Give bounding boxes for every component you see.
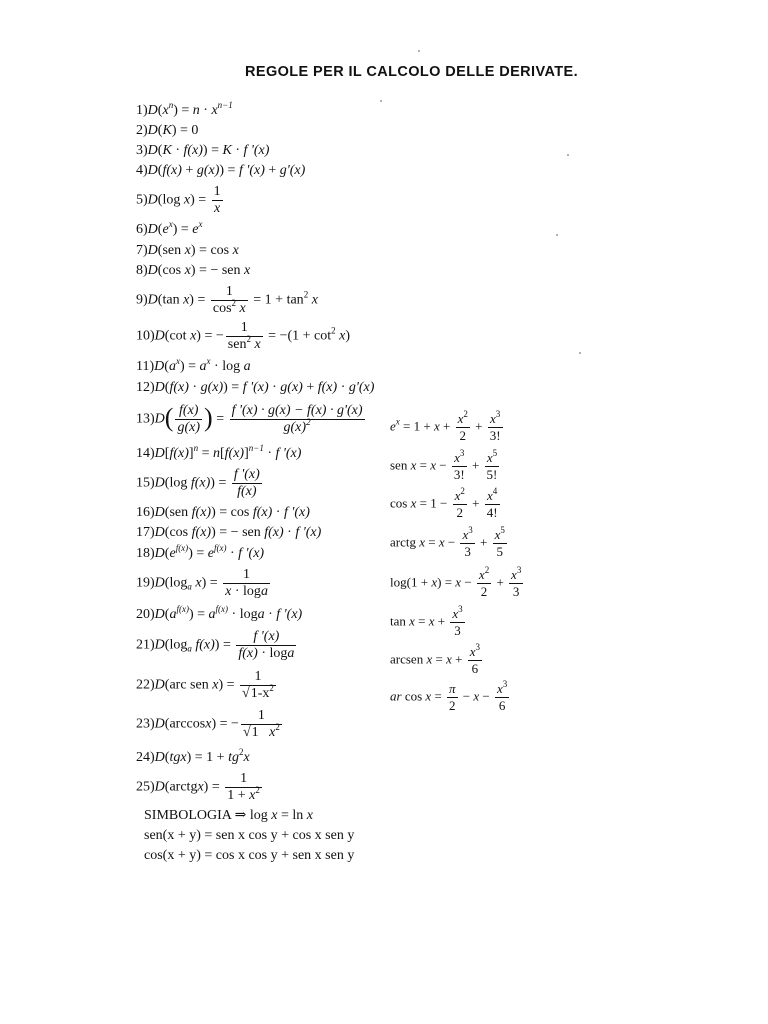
scan-speck	[567, 154, 569, 156]
rule-16: 16)D(sen f(x)) = cos f(x) · f '(x)	[136, 505, 310, 520]
rule-3: 3)D(K · f(x)) = K · f '(x)	[136, 143, 270, 158]
rule-20: $20)D(a^{f(x)}) = a^{f(x)} \cdot \log a \cdot f$ '(x)	[136, 604, 303, 622]
rule-24: $24)D(tgx) = 1 + tg^2x$	[136, 747, 250, 765]
rule-5: 5)D(log x) = $\frac{1}{x}$	[136, 184, 221, 216]
series-cos: cos x = 1 − $\frac{x^2}{2}$ + $\frac{x^4}{4!}$	[390, 486, 498, 520]
series-log: log(1 + x) = x − $\frac{x^2}{2}$ + $\frac{x^3}{3}$	[390, 565, 522, 599]
rule-14: $14)D[f(x)]^n = n[f(x)]^{n-1} \cdot f$ '(x)	[136, 443, 302, 461]
rule-7: 7)D(sen x) = cos x	[136, 243, 239, 258]
rule-18: $18)D(e^{f(x)}) = e^{f(x)} \cdot f$ '(x)	[136, 543, 265, 561]
page-title: REGOLE PER IL CALCOLO DELLE DERIVATE.	[245, 64, 579, 80]
rule-9: 9)D(tan x) = $\frac{1}{\cos^2 x}$ = $1 + \tan^2 x$	[136, 284, 318, 316]
rule-23: 23)D(arccosx) = − $\frac{1}{√1 x^2}$	[136, 708, 280, 740]
scan-speck	[418, 50, 420, 52]
rule-21: $21)D(\log_a$ f(x)) = $\frac{f '(x)}{f(x) \cdot \log a}$	[136, 629, 295, 661]
rule-2: 2)D(K) = 0	[136, 123, 199, 138]
rule-8: 8)D(cos x) = − sen x	[136, 263, 251, 278]
simbologia-line: SIMBOLOGIA ⇒ log x = ln x	[144, 808, 313, 823]
rule-4: 4)D(f(x) + g(x)) = f '(x) + g'(x)	[136, 163, 306, 178]
series-arctg: arctg x = x − $\frac{x^3}{3}$ + $\frac{x^5}{5}$	[390, 525, 505, 559]
rule-15: 15)D(log f(x)) = $\frac{f '(x)}{f(x)}$	[136, 467, 260, 499]
rule-1: $1)D(x^n) = n \cdot x^{n-1}$	[136, 100, 233, 118]
sum-sen-formula: sen(x + y) = sen x cos y + cos x sen y	[144, 828, 355, 843]
rule-10: 10)D(cot x) = − 1 sen$^2$ x = $-(1 + \cot^2 x)$	[136, 320, 351, 352]
scan-speck	[380, 100, 382, 102]
scan-speck	[579, 352, 581, 354]
rule-12: 12)D(f(x) · g(x)) = f '(x) · g(x) + f(x) · g'(x)	[136, 380, 375, 395]
series-exp: $e^x = 1 + x$ + $\frac{x^2}{2}$ + $\frac{x^3}{3!}$	[390, 409, 501, 443]
rule-13: 13)D( $\frac{f(x)}{g(x)}$ ) = $\frac{f '(x) \cdot g(x) - f(x) \cdot g'(x)}{g(x)^2}$	[136, 402, 363, 435]
scan-speck	[556, 234, 558, 236]
series-sen: sen x = x − $\frac{x^3}{3!}$ + $\frac{x^5}{5!}$	[390, 448, 498, 482]
series-arcsen: arcsen x = x + $\frac{x^3}{6}$	[390, 642, 480, 676]
rule-22: 22)D(arc sen x) = $\frac{1}{√1-x^2}$	[136, 669, 274, 701]
rule-17: 17)D(cos f(x)) = − sen f(x) · f '(x)	[136, 525, 322, 540]
series-arccos: ar cos x = $\frac{\pi}{2}$ − x − $\frac{x^3}{6}$	[390, 679, 508, 713]
series-tan: tan x = x + $\frac{x^3}{3}$	[390, 604, 463, 638]
sum-cos-formula: cos(x + y) = cos x cos y + sen x sen y	[144, 848, 355, 863]
rule-19: $19)D(\log_a$ x) = $\frac{1}{x \cdot \log a}$	[136, 567, 268, 599]
rule-11: $11)D(a^x) = a^x \cdot \log a$	[136, 356, 251, 374]
rule-25: 25)D(arctgx) = $\frac{1}{1 + x^2}$	[136, 771, 260, 803]
rule-6: $6)D(e^x) = e^x$	[136, 219, 203, 237]
